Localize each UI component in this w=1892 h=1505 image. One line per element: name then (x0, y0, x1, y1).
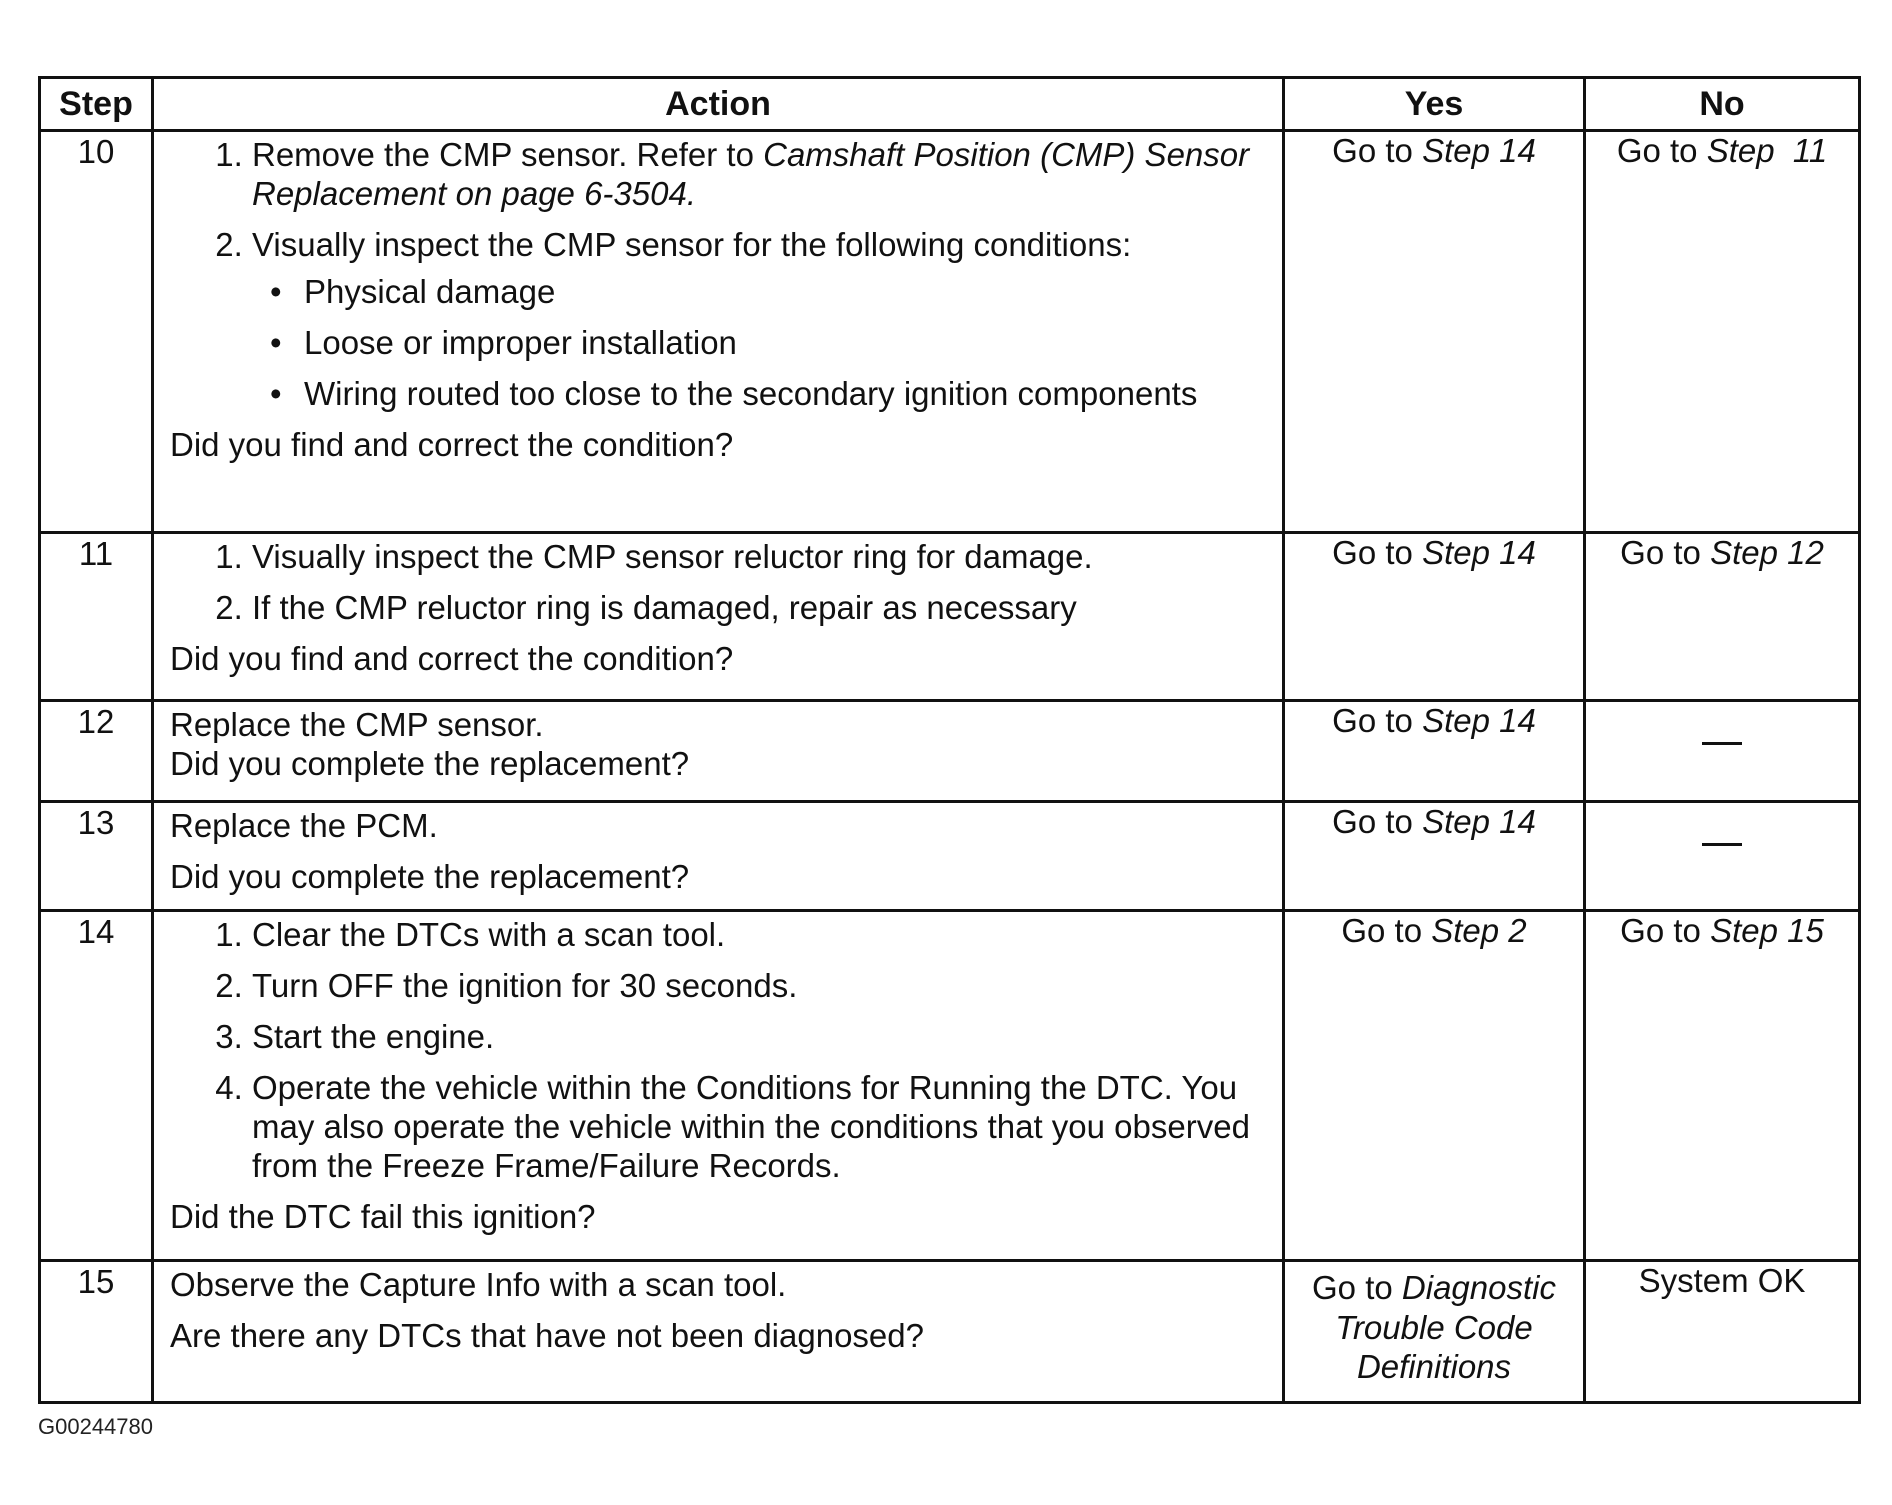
table-row-step-15 (40, 1261, 1860, 1403)
step-reference: Step 14 (1422, 702, 1536, 739)
action-cell (153, 533, 1284, 701)
no-cell (1585, 802, 1860, 911)
list-item: 1. Remove the CMP sensor. Refer to Camshaft Position (CMP) Sensor Replacement on page 6-3504. (252, 136, 1268, 214)
question-text: Did you find and correct the condition? (170, 425, 734, 463)
figure-id: G00244780 (38, 1414, 153, 1439)
dash-mark (1702, 843, 1742, 846)
action-cell (153, 701, 1284, 802)
header-action: Action (153, 78, 1284, 131)
header-no: No (1585, 78, 1860, 131)
step-number: 15 (40, 1261, 153, 1403)
step-number: 13 (40, 802, 153, 911)
no-cell: Go to Step 15 (1585, 911, 1860, 1261)
step-reference: Step 11 (1706, 132, 1828, 169)
yes-cell: Go to Step 14 (1284, 533, 1585, 701)
step-reference: Step 15 (1710, 912, 1824, 949)
table-row-step-13 (40, 802, 1860, 911)
list-item: 2. Turn OFF the ignition for 30 seconds. (252, 967, 1268, 1006)
bullet-item: • Physical damage (304, 273, 1268, 312)
numbered-list (170, 538, 1268, 628)
header-step: Step (40, 78, 153, 131)
step-number: 14 (40, 911, 153, 1261)
list-item: 2. Visually inspect the CMP sensor for the following conditions: • Physical damage • Loose or improper installation • Wiring routed too close to the secondary ignition components (252, 226, 1268, 414)
header-row (40, 78, 1860, 131)
step-number: 12 (40, 701, 153, 802)
step-number: 11 (40, 533, 153, 701)
table-row-step-10 (40, 131, 1860, 533)
action-line: Observe the Capture Info with a scan tool. (170, 1266, 787, 1303)
action-cell (153, 911, 1284, 1261)
no-cell: Go to Step 11 (1585, 131, 1860, 533)
list-item: 2. If the CMP reluctor ring is damaged, repair as necessary (252, 589, 1268, 628)
action-cell (153, 802, 1284, 911)
list-item: 1. Clear the DTCs with a scan tool. (252, 916, 1268, 955)
no-cell: System OK (1585, 1261, 1860, 1403)
list-item: 4. Operate the vehicle within the Conditions for Running the DTC. You may also operate the vehicle within the conditions that you observed from the Freeze Frame/Failure Records. (252, 1069, 1268, 1186)
table-row-step-14 (40, 911, 1860, 1261)
no-cell: Go to Step 12 (1585, 533, 1860, 701)
action-cell (153, 1261, 1284, 1403)
no-cell (1585, 701, 1860, 802)
numbered-list (170, 136, 1268, 414)
step-reference: Step 12 (1710, 534, 1824, 571)
yes-cell: Go to Step 14 (1284, 701, 1585, 802)
reference-link: Camshaft Position (CMP) Sensor Replacement on page 6-3504. (252, 136, 1250, 212)
dash-mark (1702, 742, 1742, 745)
bullet-item: • Wiring routed too close to the secondary ignition components (304, 375, 1268, 414)
bullet-list (252, 273, 1268, 414)
yes-cell: Go to Diagnostic Trouble Code Definitions (1284, 1261, 1585, 1403)
yes-cell: Go to Step 14 (1284, 131, 1585, 533)
question-text: Did the DTC fail this ignition? (170, 1197, 596, 1235)
question-text: Did you find and correct the condition? (170, 639, 734, 677)
yes-cell: Go to Step 14 (1284, 802, 1585, 911)
reference-link: Diagnostic Trouble Code Definitions (1335, 1269, 1556, 1386)
table-row-step-11 (40, 533, 1860, 701)
action-line: Replace the CMP sensor. (170, 706, 544, 743)
step-number: 10 (40, 131, 153, 533)
action-line: Replace the PCM. (170, 807, 438, 844)
bullet-item: • Loose or improper installation (304, 324, 1268, 363)
diagnostic-table (38, 76, 1861, 1404)
question-text: Did you complete the replacement? (170, 744, 690, 782)
question-text: Are there any DTCs that have not been diagnosed? (170, 1316, 924, 1354)
list-item: 1. Visually inspect the CMP sensor reluctor ring for damage. (252, 538, 1268, 577)
list-item: 3. Start the engine. (252, 1018, 1268, 1057)
step-reference: Step 2 (1431, 912, 1527, 949)
action-cell (153, 131, 1284, 533)
step-reference: Step 14 (1422, 132, 1536, 169)
step-reference: Step 14 (1422, 534, 1536, 571)
header-yes: Yes (1284, 78, 1585, 131)
yes-cell: Go to Step 2 (1284, 911, 1585, 1261)
step-reference: Step 14 (1422, 803, 1536, 840)
question-text: Did you complete the replacement? (170, 857, 690, 895)
table-row-step-12 (40, 701, 1860, 802)
numbered-list (170, 916, 1268, 1186)
